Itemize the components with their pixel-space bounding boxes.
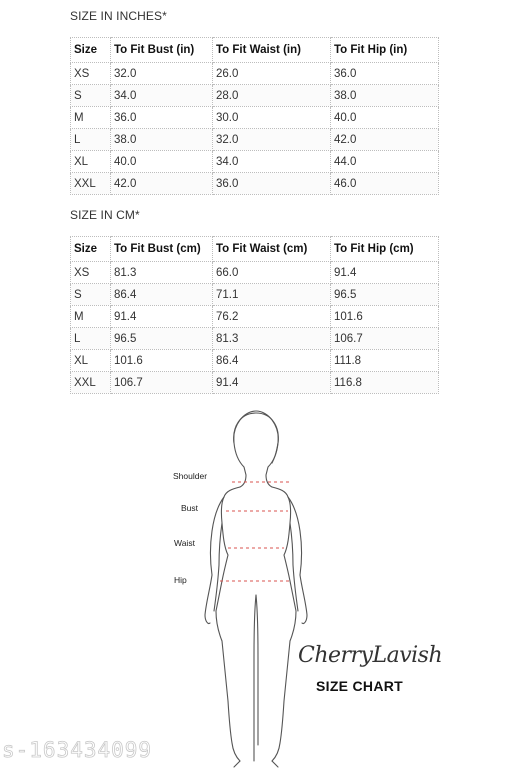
waist-cell: 28.0 [213,85,331,107]
table-row [71,107,439,129]
hip-cell: 111.8 [331,350,439,372]
size-cell: XS [71,63,111,85]
table-row [71,129,439,151]
bust-cell: 36.0 [111,107,213,129]
bust-cell: 42.0 [111,173,213,195]
table-row [71,262,439,284]
hip-cell: 42.0 [331,129,439,151]
waist-label: Waist [174,538,195,548]
size-cell: S [71,284,111,306]
waist-cell: 91.4 [213,372,331,394]
size-cell: M [71,107,111,129]
bust-cell: 81.3 [111,262,213,284]
waist-cell: 26.0 [213,63,331,85]
shoulder-label: Shoulder [173,471,208,481]
torso-right-outline [272,487,296,761]
torso-left-outline [216,487,240,761]
waist-cell: 32.0 [213,129,331,151]
bust-cell: 96.5 [111,328,213,350]
bust-cell: 32.0 [111,63,213,85]
hip-cell: 106.7 [331,328,439,350]
leg-inner-outline [254,595,256,761]
measurement-lines [220,482,292,581]
inches-header-size: Size [71,38,111,63]
table-row [71,284,439,306]
bust-cell: 34.0 [111,85,213,107]
inches-header-hip: To Fit Hip (in) [331,38,439,63]
hip-cell: 40.0 [331,107,439,129]
waist-cell: 30.0 [213,107,331,129]
hip-label: Hip [174,575,187,585]
waist-cell: 71.1 [213,284,331,306]
hip-cell: 38.0 [331,85,439,107]
size-cell: XS [71,262,111,284]
inches-section-title: SIZE IN INCHES* [70,9,167,23]
bust-label: Bust [181,503,199,513]
size-cell: L [71,328,111,350]
table-row [71,350,439,372]
hip-cell: 46.0 [331,173,439,195]
waist-cell: 36.0 [213,173,331,195]
waist-cell: 76.2 [213,306,331,328]
inches-header-row [71,38,439,63]
hip-cell: 96.5 [331,284,439,306]
feet-outline [234,761,278,767]
inches-size-table [70,37,439,195]
table-row [71,151,439,173]
table-row [71,85,439,107]
watermark-text: s-163434099 [2,738,153,762]
hip-cell: 91.4 [331,262,439,284]
size-cell: XL [71,151,111,173]
waist-cell: 81.3 [213,328,331,350]
table-row [71,328,439,350]
cm-header-size: Size [71,237,111,262]
inches-header-waist: To Fit Waist (in) [213,38,331,63]
waist-cell: 66.0 [213,262,331,284]
cm-size-table [70,236,439,394]
brand-logo-text: CherryLavish [298,643,443,668]
size-cell: XXL [71,173,111,195]
cm-header-hip: To Fit Hip (cm) [331,237,439,262]
hair-outline [234,411,278,463]
hip-cell: 44.0 [331,151,439,173]
waist-cell: 34.0 [213,151,331,173]
table-row [71,63,439,85]
cm-section-title: SIZE IN CM* [70,208,140,222]
hip-cell: 101.6 [331,306,439,328]
hip-cell: 36.0 [331,63,439,85]
size-cell: S [71,85,111,107]
bust-cell: 101.6 [111,350,213,372]
size-cell: M [71,306,111,328]
table-row [71,372,439,394]
cm-header-row [71,237,439,262]
table-row [71,173,439,195]
bust-cell: 40.0 [111,151,213,173]
size-cell: L [71,129,111,151]
hip-cell: 116.8 [331,372,439,394]
size-cell: XXL [71,372,111,394]
body-outline-illustration [0,405,512,768]
bust-cell: 106.7 [111,372,213,394]
bust-cell: 91.4 [111,306,213,328]
waist-cell: 86.4 [213,350,331,372]
table-row [71,306,439,328]
bust-cell: 38.0 [111,129,213,151]
size-chart-subtitle: SIZE CHART [316,678,403,694]
cm-header-bust: To Fit Bust (cm) [111,237,213,262]
inches-header-bust: To Fit Bust (in) [111,38,213,63]
size-cell: XL [71,350,111,372]
cm-header-waist: To Fit Waist (cm) [213,237,331,262]
bust-cell: 86.4 [111,284,213,306]
